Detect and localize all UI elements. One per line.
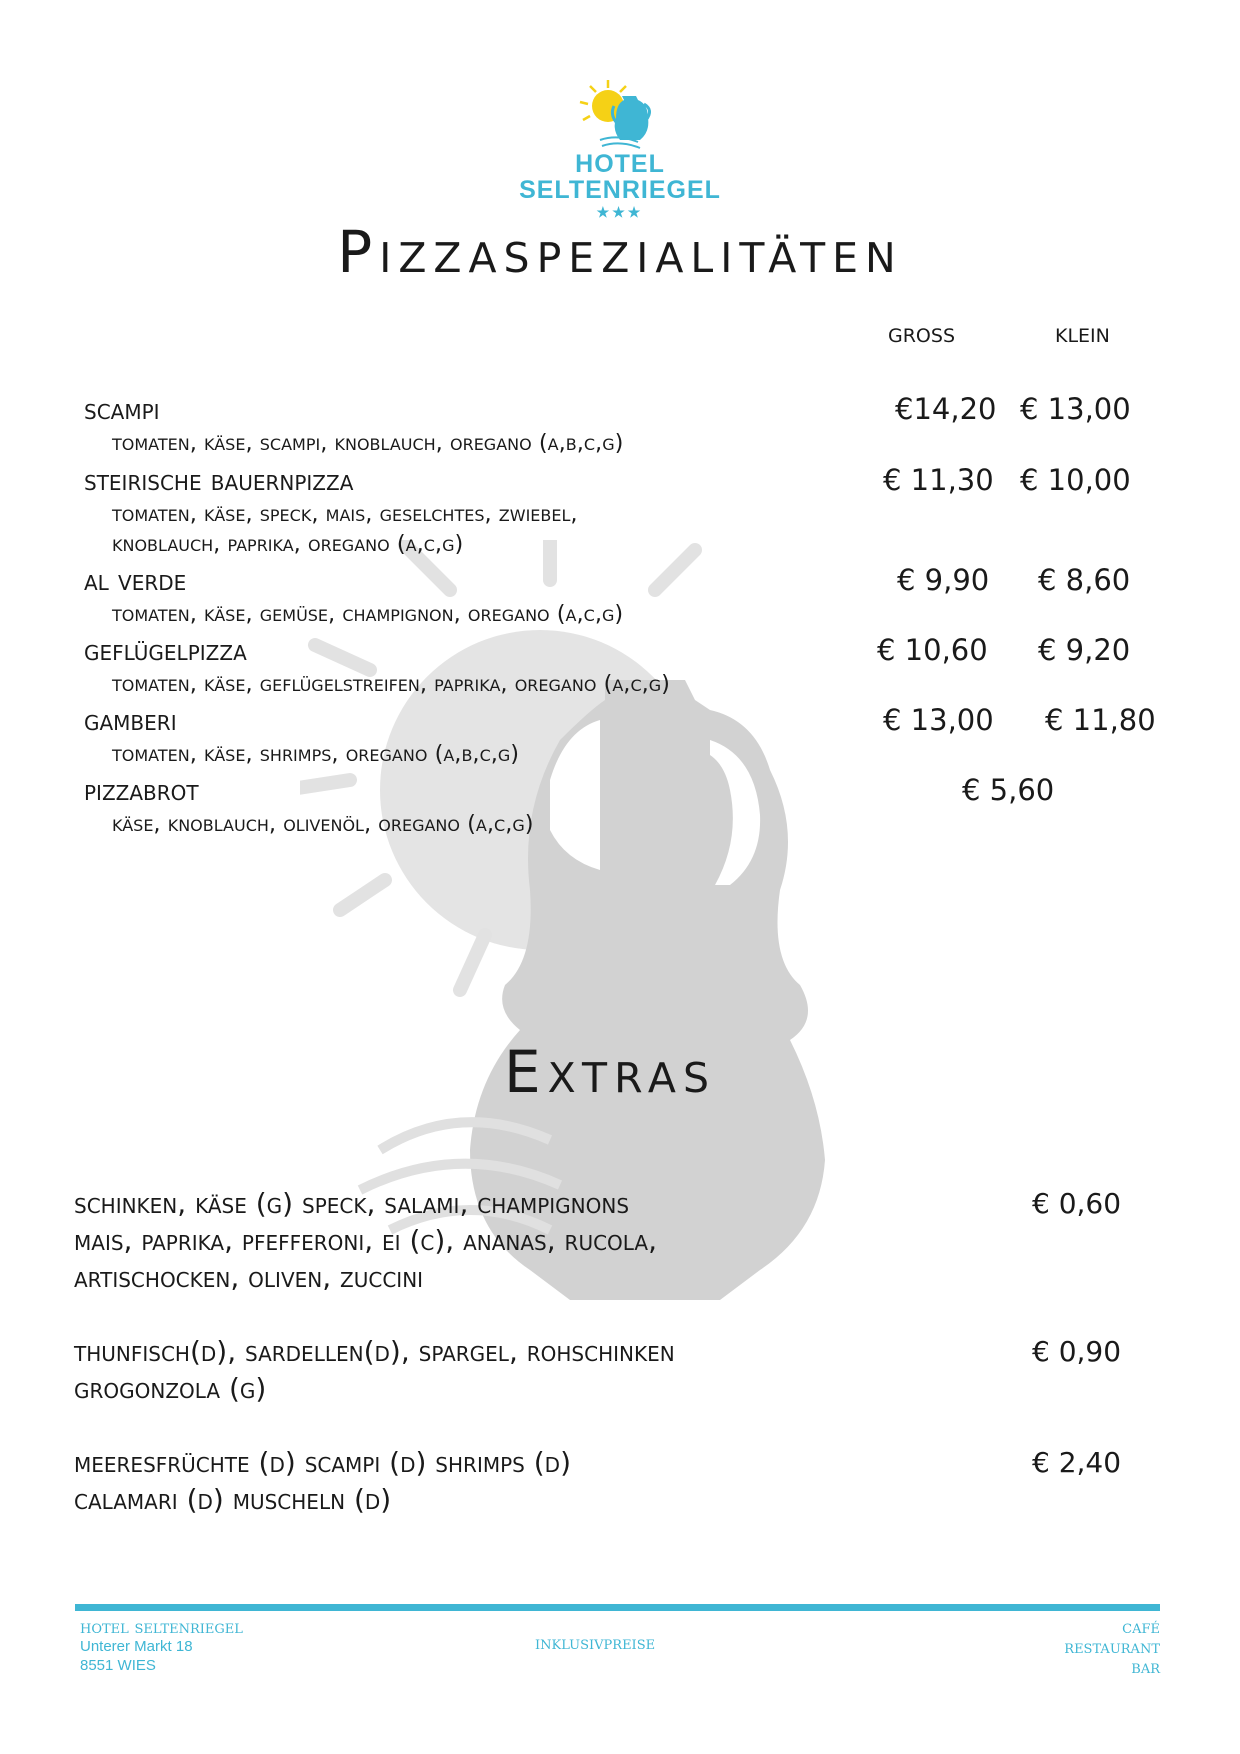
column-header-gross: gross [888,318,956,349]
logo-line-2: SELTENRIEGEL [519,176,721,204]
logo-line-1: HOTEL [575,150,665,178]
dish-name: scampi [84,392,160,426]
dish-description: knoblauch, paprika, oregano (a,c,g) [112,531,464,557]
footer-inclusive-prices: inklusivpreise [535,1633,656,1654]
dish-description: tomaten, käse, shrimps, oregano (a,b,c,g) [112,741,520,767]
extras-item-line: calamari (d) muscheln (d) [74,1483,392,1516]
price-gross: € 13,00 [883,703,994,737]
price-klein: € 8,60 [1038,563,1131,597]
price-gross: € 9,90 [897,563,990,597]
page-title: Pizzaspezialitäten [337,218,903,286]
dish-name: steirische bauernpizza [84,463,354,497]
dish-name: pizzabrot [84,773,199,807]
footer-restaurant: restaurant [1064,1637,1160,1658]
extras-item-line: thunfisch(d), sardellen(d), spargel, rohschinken [74,1335,675,1368]
footer-divider [75,1604,1160,1611]
price-klein: € 9,20 [1038,633,1131,667]
footer-cafe: café [1122,1617,1160,1638]
watermark-jug-sun-icon [300,540,950,1300]
footer-city: 8551 WIES [80,1657,156,1674]
extras-title: Extras [504,1038,716,1106]
extras-item-line: meeresfrüchte (d) scampi (d) shrimps (d) [74,1446,571,1479]
extras-item-line: grogonzola (g) [74,1372,267,1405]
footer-bar: bar [1131,1657,1160,1678]
dish-description: tomaten, käse, gemüse, champignon, oregano (a,c,g) [112,601,624,627]
dish-description: käse, knoblauch, olivenöl, oregano (a,c,g) [112,811,534,837]
extras-item-line: schinken, käse (g) speck, salami, champignons [74,1187,630,1220]
footer-hotel-name: hotel seltenriegel [80,1617,243,1638]
dish-name: al verde [84,563,187,597]
extras-item-line: artischocken, oliven, zuccini [74,1261,424,1294]
sun-jug-logo-icon [578,78,660,150]
extras-price: € 0,90 [1032,1335,1122,1368]
footer-street: Unterer Markt 18 [80,1638,193,1655]
price-gross: € 11,30 [883,463,994,497]
price-single: € 5,60 [962,773,1055,807]
price-gross: € 10,60 [877,633,988,667]
dish-name: gamberi [84,703,177,737]
extras-item-line: mais, paprika, pfefferoni, ei (c), ananas, rucola, [74,1224,657,1257]
extras-price: € 0,60 [1032,1187,1122,1220]
price-klein: € 13,00 [1020,392,1131,426]
price-klein: € 11,80 [1045,703,1156,737]
logo-stars: ★★★ [596,204,644,220]
dish-description: tomaten, käse, speck, mais, geselchtes, zwiebel, [112,501,578,527]
dish-description: tomaten, käse, scampi, knoblauch, oregano (a,b,c,g) [112,430,624,456]
column-header-klein: klein [1055,318,1110,349]
dish-name: geflügelpizza [84,633,247,667]
extras-price: € 2,40 [1032,1446,1122,1479]
price-klein: € 10,00 [1020,463,1131,497]
dish-description: tomaten, käse, geflügelstreifen, paprika, oregano (a,c,g) [112,671,670,697]
price-gross: €14,20 [895,392,997,426]
hotel-logo [490,78,750,218]
